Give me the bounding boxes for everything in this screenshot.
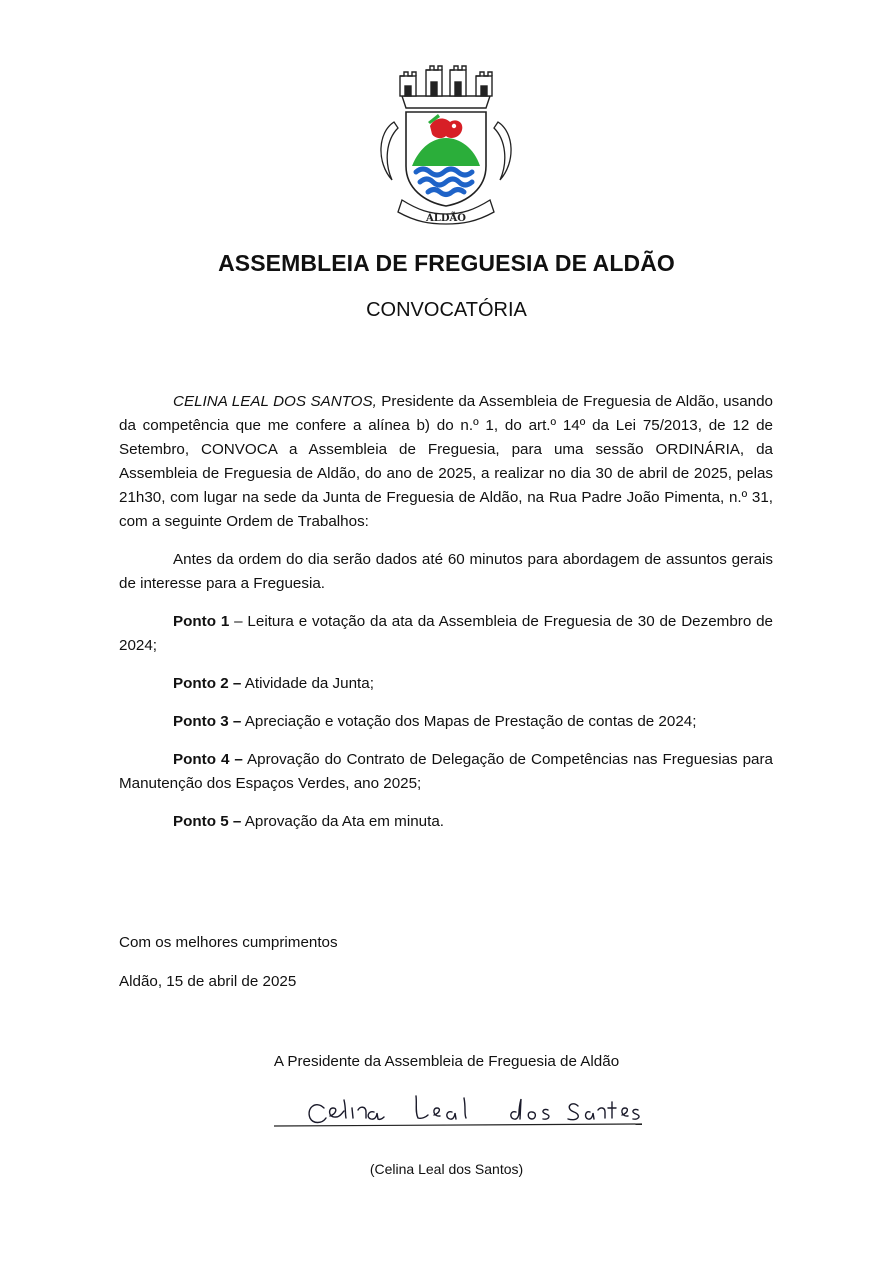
point-4-text: Aprovação do Contrato de Delegação de Competências nas Freguesias para Manutenção dos Espaços Verdes, ano 2025;	[119, 751, 773, 792]
point-2-text: Atividade da Junta;	[241, 675, 374, 692]
point-4-label: Ponto 4 –	[173, 751, 243, 768]
agenda-point-4	[119, 748, 773, 796]
intro-paragraph	[119, 390, 773, 534]
point-1-text: – Leitura e votação da ata da Assembleia de Freguesia de 30 de Dezembro de 2024;	[119, 613, 773, 654]
coat-of-arms-crest	[368, 62, 524, 226]
page-title: ASSEMBLEIA DE FREGUESIA DE ALDÃO	[218, 250, 675, 276]
convener-name: CELINA LEAL DOS SANTOS,	[173, 393, 377, 410]
left-ornament	[381, 122, 398, 180]
handwritten-signature	[270, 1086, 650, 1134]
signatory-role: A Presidente da Assembleia de Freguesia de Aldão	[273, 1053, 620, 1070]
printed-name: (Celina Leal dos Santos)	[369, 1161, 524, 1177]
agenda-point-3	[119, 710, 773, 734]
preamble-paragraph: Antes da ordem do dia serão dados até 60 minutos para abordagem de assuntos gerais de interesse para a Freguesia.	[119, 551, 773, 592]
agenda-point-1	[119, 610, 773, 658]
point-3-text: Apreciação e votação dos Mapas de Prestação de contas de 2024;	[241, 713, 697, 730]
right-ornament	[494, 122, 511, 180]
agenda-point-5	[119, 810, 773, 834]
intro-text: Presidente da Assembleia de Freguesia de Aldão, usando da competência que me confere a alínea b) do n.º 1, do art.º 14º da Lei 75/2013, de 12 de Setembro, CONVOCA a Assembleia de Freguesia, para uma sessão ORDINÁRIA, da Assembleia de Freguesia de Aldão, do ano de 2025, a realizar no dia 30 de abril de 2025, pelas 21h30, com lugar na sede da Junta de Freguesia de Aldão, na Rua Padre João Pimenta, n.º 31, com a seguinte Ordem de Trabalhos:	[119, 393, 774, 530]
document-body	[119, 390, 773, 848]
point-1-label: Ponto 1	[173, 613, 230, 630]
point-3-label: Ponto 3 –	[173, 713, 242, 730]
crest-label: ALDÃO	[426, 213, 466, 224]
point-2-label: Ponto 2 –	[173, 675, 242, 692]
page-subtitle: CONVOCATÓRIA	[366, 299, 527, 321]
point-5-label: Ponto 5 –	[173, 813, 242, 830]
closing-greeting: Com os melhores cumprimentos	[119, 934, 338, 951]
point-5-text: Aprovação da Ata em minuta.	[241, 813, 444, 830]
mural-crown	[400, 66, 492, 108]
place-date: Aldão, 15 de abril de 2025	[119, 973, 297, 990]
agenda-point-2	[119, 672, 773, 696]
